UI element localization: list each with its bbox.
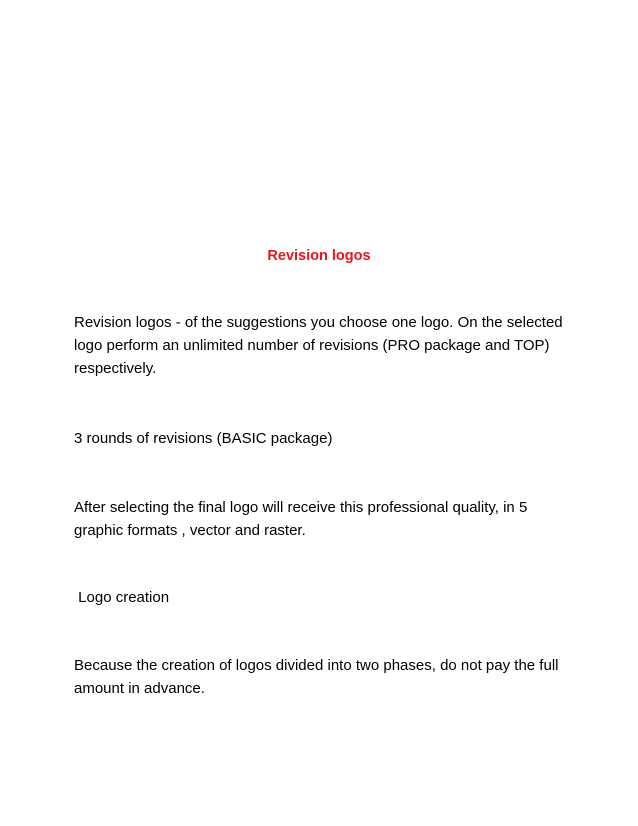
paragraph-final-logo: After selecting the final logo will receive this professional quality, in 5 graphic formats , vector and raster. [74, 499, 532, 539]
paragraph-basic-rounds: 3 rounds of revisions (BASIC package) [74, 430, 333, 447]
document-title: Revision logos [267, 248, 371, 264]
paragraph-revision-logos: Revision logos - of the suggestions you choose one logo. On the selected logo perform an unlimited number of revisions (PRO package and TOP) respectively. [74, 314, 567, 377]
paragraph-logo-creation: Logo creation [74, 589, 170, 606]
paragraph-payment: Because the creation of logos divided into two phases, do not pay the full amount in advance. [74, 657, 563, 697]
